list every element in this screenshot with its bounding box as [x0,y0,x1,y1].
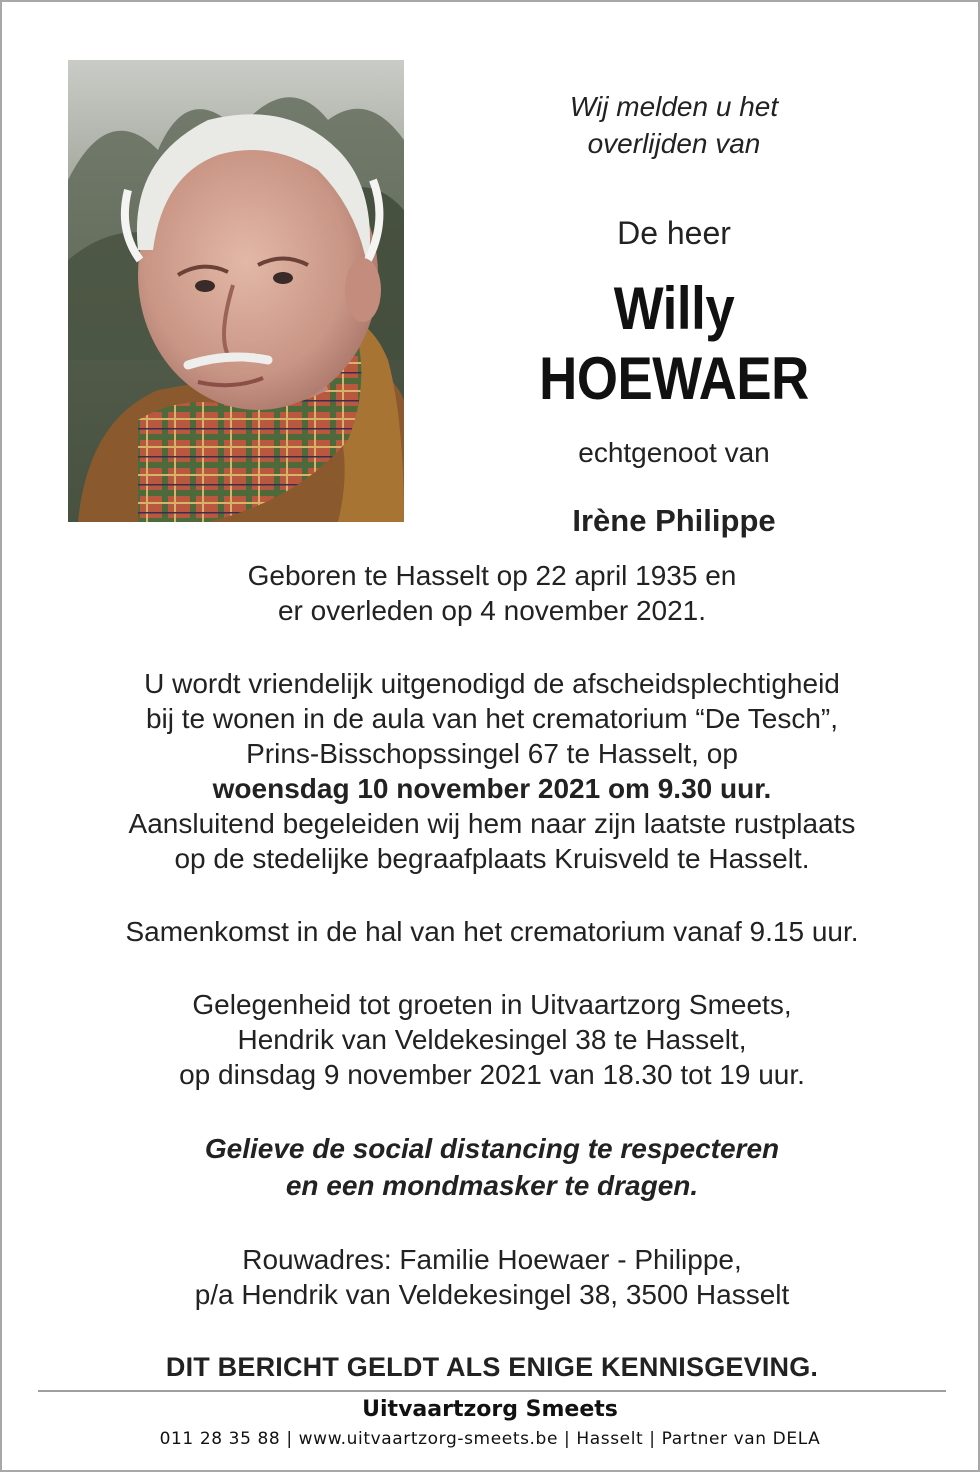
portrait-image [68,60,404,522]
visit-line-2: Hendrik van Veldekesingel 38 te Hasselt, [237,1024,747,1055]
intro-text [446,88,902,162]
covid-notice [42,1130,942,1204]
birth-line-1: Geboren te Hasselt op 22 april 1935 en [247,560,737,591]
announcement-body [42,558,942,1385]
invite-line-1: U wordt vriendelijk uitgenodigd de afscheidsplechtigheid [144,668,840,699]
intro-line-2: overlijden van [587,128,761,159]
address-line-1: Rouwadres: Familie Hoewaer - Philippe, [242,1244,742,1275]
mourning-address [42,1242,942,1312]
footer-divider [38,1390,946,1392]
visitation-paragraph [42,987,942,1092]
birth-line-2: er overleden op 4 november 2021. [277,595,707,626]
gathering-text: Samenkomst in de hal van het crematorium vanaf 9.15 uur. [125,916,859,947]
sole-notice: DIT BERICHT GELDT ALS ENIGE KENNISGEVING. [165,1352,819,1382]
birth-death-paragraph [42,558,942,628]
visit-line-3: op dinsdag 9 november 2021 van 18.30 tot 19 uur. [179,1059,805,1090]
portrait-photo [68,60,404,522]
announcement-header [446,88,902,540]
funeral-home-contact: 011 28 35 88 | www.uitvaartzorg-smeets.be | Hasselt | Partner van DELA [159,1429,821,1449]
deceased-name: Willy HOEWAER [539,275,809,412]
address-line-2: p/a Hendrik van Veldekesingel 38, 3500 Hasselt [194,1279,790,1310]
invite-line-2: bij te wonen in de aula van het crematorium “De Tesch”, [145,703,839,734]
ceremony-paragraph [42,666,942,876]
invite-line-3: Prins-Bisschopssingel 67 te Hasselt, op [246,738,738,769]
burial-line-2: op de stedelijke begraafplaats Kruisveld te Hasselt. [174,843,810,874]
relation-text: echtgenoot van [578,437,770,468]
ceremony-datetime: woensdag 10 november 2021 om 9.30 uur. [212,773,772,804]
title-prefix: De heer [617,215,731,251]
footer [2,1396,978,1452]
covid-line-1: Gelieve de social distancing te respecteren [204,1133,780,1164]
visit-line-1: Gelegenheid tot groeten in Uitvaartzorg Smeets, [192,989,792,1020]
burial-line-1: Aansluitend begeleiden wij hem naar zijn laatste rustplaats [128,808,856,839]
funeral-home-name: Uitvaartzorg Smeets [362,1397,618,1422]
covid-line-2: en een mondmasker te dragen. [285,1170,699,1201]
spouse-name: Irène Philippe [572,503,776,538]
intro-line-1: Wij melden u het [569,91,779,122]
